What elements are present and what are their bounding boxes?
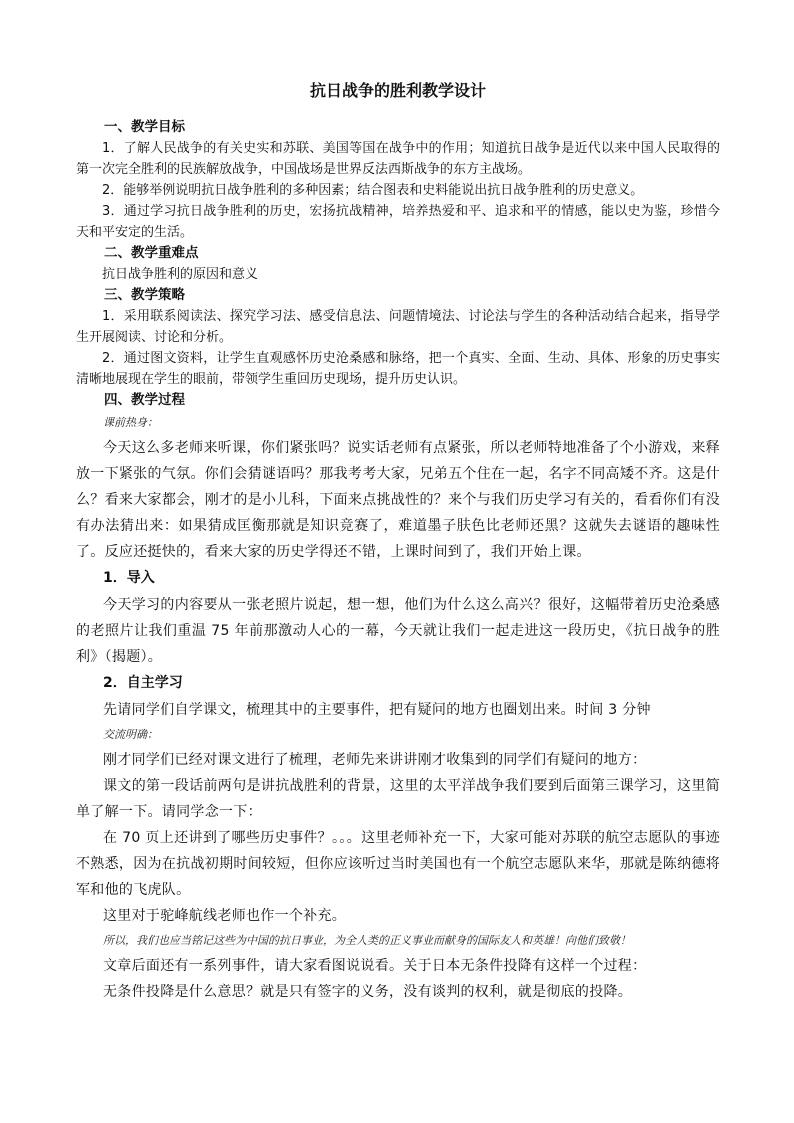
goal-item: 3．通过学习抗日战争胜利的历史，宏扬抗战精神，培养热爱和平、追求和平的情感，能以史为鉴，珍惜今天和平安定的生活。 xyxy=(76,204,720,240)
strategy-item: 1．采用联系阅读法、探究学习法、感受信息法、问题情境法、讨论法与学生的各种活动结合起来，指导学生开展阅读、讨论和分析。 xyxy=(76,309,720,345)
intro-paragraph: 今天学习的内容要从一张老照片说起，想一想，他们为什么这么高兴？很好，这幅带着历史沧桑感的老照片让我们重温 75 年前那激动人心的一幕，今天就让我们一起走进这一段历史，《抗日战争的胜利》（揭题）。 xyxy=(76,597,720,665)
body-paragraph: 课文的第一段话前两句是讲抗战胜利的背景，这里的太平洋战争我们要到后面第三课学习，这里简单了解一下。请同学念一下： xyxy=(76,778,720,820)
self-study-paragraph: 先请同学们自学课文，梳理其中的主要事件，把有疑问的地方也圈划出来。时间 3 分钟 xyxy=(103,702,651,718)
tribute-note: 所以，我们也应当铭记这些为中国的抗日事业，为全人类的正义事业而献身的国际友人和英雄！向他们致敬！ xyxy=(103,934,631,947)
goal-item: 2．能够举例说明抗日战争胜利的多种因素；结合图表和史料能说出抗日战争胜利的历史意义。 xyxy=(102,183,644,198)
body-paragraph: 刚才同学们已经对课文进行了梳理，老师先来讲讲刚才收集到的同学们有疑问的地方： xyxy=(103,752,647,768)
exchange-label: 交流明确： xyxy=(103,728,158,741)
self-study-heading: 2．自主学习 xyxy=(103,675,183,691)
section-heading-keypoints: 二、教学重难点 xyxy=(104,245,199,261)
closing-paragraph: 无条件投降是什么意思？就是只有签字的义务，没有谈判的权利，就是彻底的投降。 xyxy=(103,984,633,1000)
warmup-label: 课前热身： xyxy=(103,416,158,429)
document-page xyxy=(76,80,720,1005)
section-heading-goals: 一、教学目标 xyxy=(104,119,185,135)
warmup-paragraph: 今天这么多老师来听课，你们紧张吗？说实话老师有点紧张，所以老师特地准备了个小游戏，来释放一下紧张的气氛。你们会猜谜语吗？那我考考大家，兄弟五个住在一起，名字不同高矮不齐。这是什么？看来大家都会，刚才的是小儿科，下面来点挑战性的？来个与我们历史学习有关的，看看你们有没有办法猜出来：如果猜成匡衡那就是知识竞赛了，难道墨子肤色比老师还黑？这就失去谜语的趣味性了。反应还挺快的，看来大家的历史学得还不错，上课时间到了，我们开始上课。 xyxy=(76,440,720,560)
strategy-item: 2．通过图文资料，让学生直观感怀历史沧桑感和脉络，把一个真实、全面、生动、具体、形象的历史事实清晰地展现在学生的眼前，带领学生重回历史现场，提升历史认识。 xyxy=(76,351,720,387)
section-heading-process: 四、教学过程 xyxy=(104,392,185,408)
document-title: 抗日战争的胜利教学设计 xyxy=(309,81,486,100)
intro-heading: 1．导入 xyxy=(103,570,155,586)
keypoints-text: 抗日战争胜利的原因和意义 xyxy=(102,267,259,282)
closing-paragraph: 文章后面还有一系列事件，请大家看图说说看。关于日本无条件投降有这样一个过程： xyxy=(103,958,647,974)
body-paragraph: 这里对于驼峰航线老师也作一个补充。 xyxy=(103,908,347,924)
section-heading-strategy: 三、教学策略 xyxy=(104,287,185,303)
goal-item: 1．了解人民战争的有关史实和苏联、美国等国在战争中的作用；知道抗日战争是近代以来中国人民取得的第一次完全胜利的民族解放战争，中国战场是世界反法西斯战争的东方主战场。 xyxy=(76,141,720,177)
body-paragraph: 在 70 页上还讲到了哪些历史事件？。。。这里老师补充一下，大家可能对苏联的航空志愿队的事迹不熟悉，因为在抗战初期时间较短，但你应该听过当时美国也有一个航空志愿队来华，那就是陈纳德将军和他的飞虎队。 xyxy=(76,830,720,898)
